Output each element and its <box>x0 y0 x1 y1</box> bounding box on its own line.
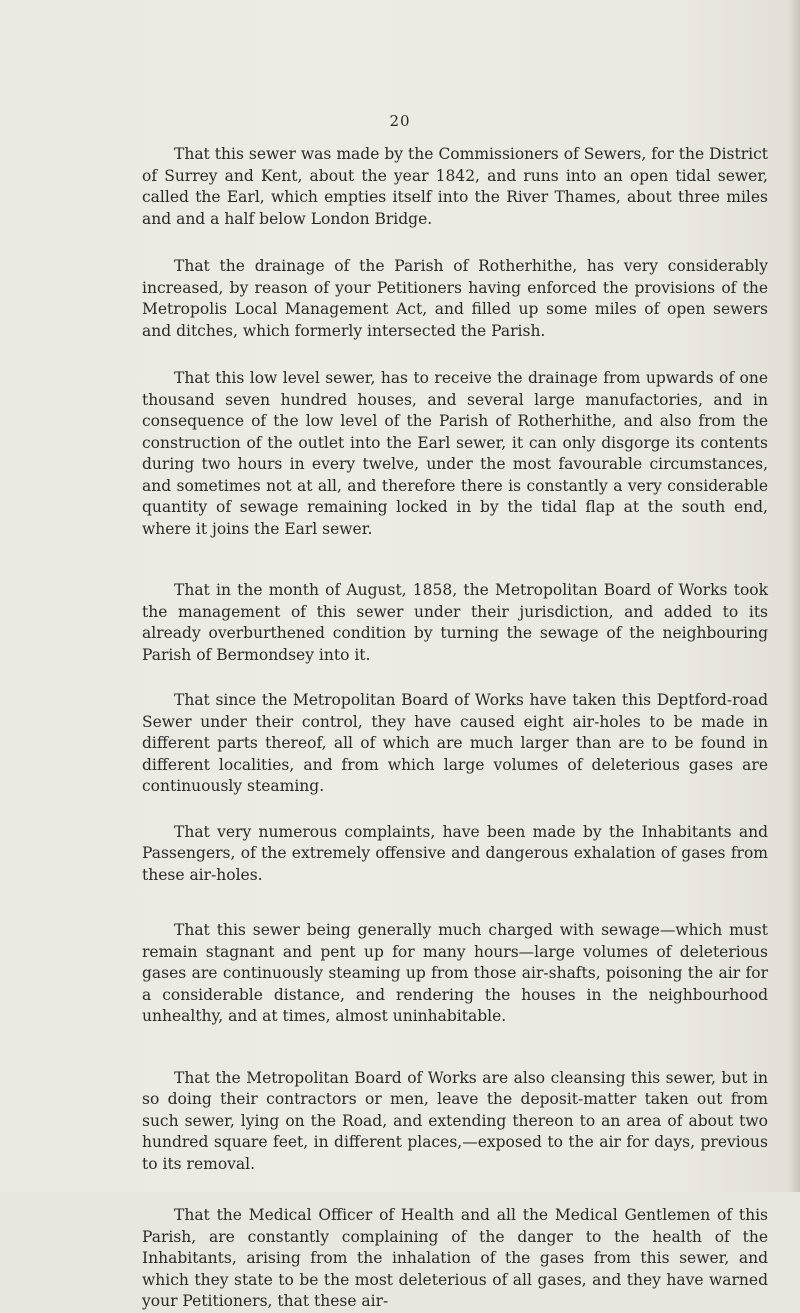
page-edge-shadow <box>788 0 800 1192</box>
paragraph-air-holes: That since the Metropolitan Board of Works have taken this Deptford-road Sewer under their control, they have caused eight air-holes to be made in different parts thereof, all of which are much larger than are to be found in different localities, and from which large volumes of deleterious gases are continuously steaming. <box>142 691 768 795</box>
paragraph-complaints: That very numerous complaints, have been made by the Inhabitants and Passengers, of the extremely offensive and dangerous exhalation of gases from these air-holes. <box>142 822 768 884</box>
paragraph-board-management: That in the month of August, 1858, the Metropolitan Board of Works took the management of this sewer under their jurisdiction, and added to its already overburthened condition by turning the sewage of the neighbouring Parish of Bermondsey into it. <box>142 581 768 664</box>
paragraph-sewer-origin: That this sewer was made by the Commissioners of Sewers, for the District of Surrey and Kent, about the year 1842, and runs into an open tidal sewer, called the Earl, which empties itself into the River Thames, about three miles and and a half below London Bridge. <box>142 145 768 228</box>
page-number: 20 <box>389 112 411 130</box>
paragraph-stagnant-sewage: That this sewer being generally much charged with sewage—which must remain stagnant and pent up for many hours—large volumes of deleterious gases are continuously steaming up from those air-shafts, poisoning the air for a considerable distance, and rendering the houses in the neighbourhood unhealthy, and at times, almost uninhabitable. <box>142 921 768 1025</box>
paragraph-low-level-sewer: That this low level sewer, has to receive the drainage from upwards of one thousand seven hundred houses, and several large manufactories, and in consequence of the low level of the Parish of Rotherhithe, and also from the construction of the outlet into the Earl sewer, it can only disgorge its contents during two hours in every twelve, under the most favourable circumstances, and sometimes not at all, and therefore there is constantly a very considerable quantity of sewage remaining locked in by the tidal flap at the south end, where it joins the Earl sewer. <box>142 369 768 538</box>
paragraph-drainage-increase: That the drainage of the Parish of Rotherhithe, has very considerably increased, by reason of your Petitioners having enforced the provisions of the Metropolis Local Management Act, and filled up some miles of open sewers and ditches, which formerly intersected the Parish. <box>142 257 768 340</box>
document-body <box>142 144 768 1313</box>
paragraph-cleansing: That the Metropolitan Board of Works are also cleansing this sewer, but in so doing their contractors or men, leave the deposit-matter taken out from such sewer, lying on the Road, and extending thereon to an area of about two hundred square feet, in different places,—exposed to the air for days, previous to its removal. <box>142 1068 768 1173</box>
paragraph-medical-officer: That the Medical Officer of Health and all the Medical Gentlemen of this Parish, are constantly complaining of the danger to the health of the Inhabitants, arising from the inhalation of the gases from this sewer, and which they state to be the most deleterious of all gases, and they have warned your Petitioners, that these air- <box>142 1206 768 1310</box>
